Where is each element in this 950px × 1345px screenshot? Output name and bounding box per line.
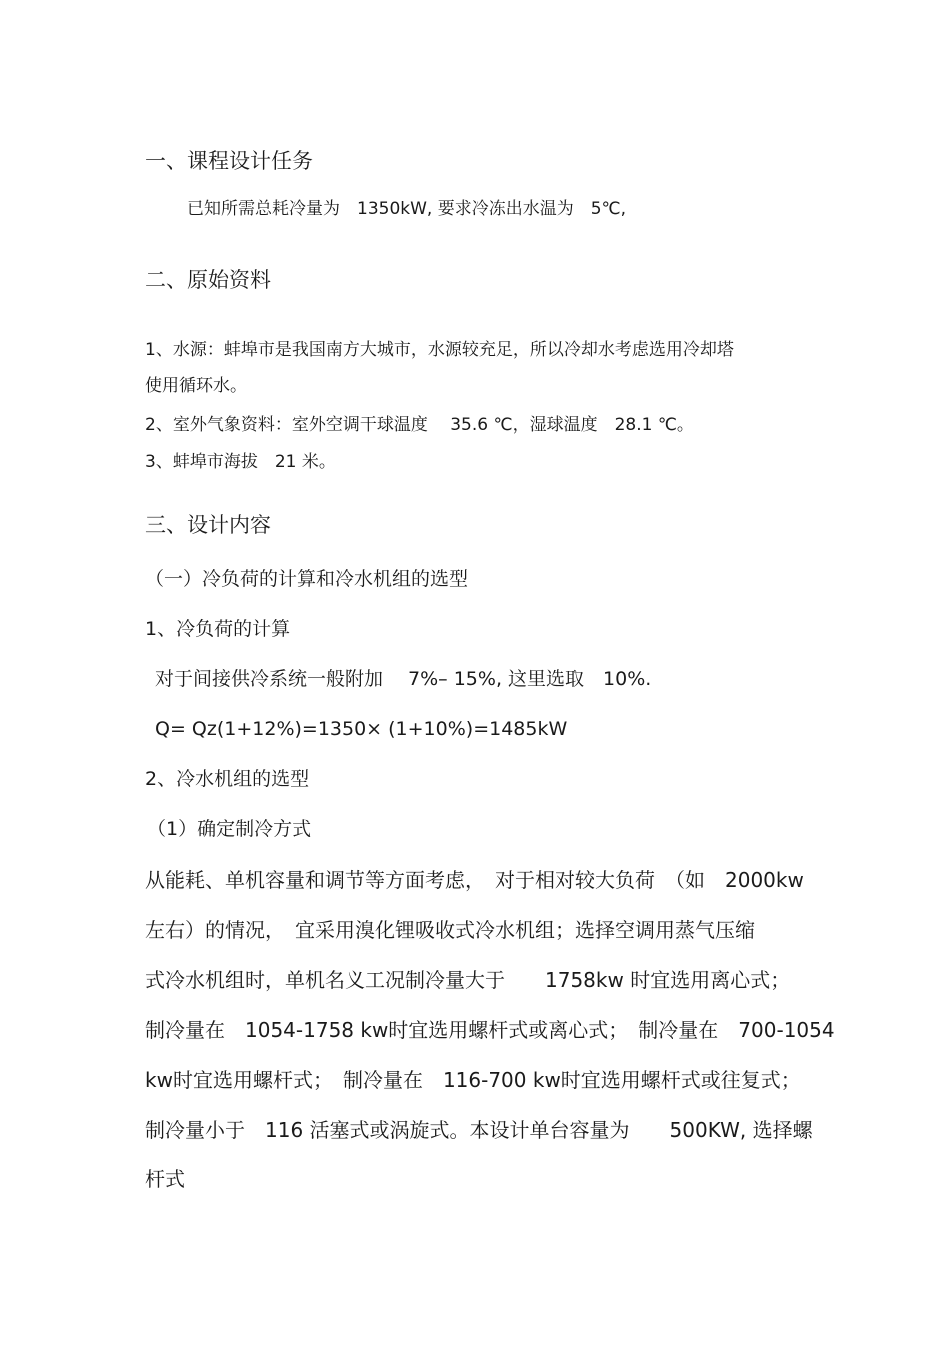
section-2-item-3: 3、蚌埠市海拔 21 米。 xyxy=(145,452,336,472)
section-3-heading: 三、设计内容 xyxy=(145,513,271,537)
section-2-item-1-line-1: 1、水源：蚌埠市是我国南方大城市，水源较充足，所以冷却水考虑选用冷却塔 xyxy=(145,340,734,360)
section-2-heading: 二、原始资料 xyxy=(145,268,271,292)
load-formula: Q= Qz(1+12%)=1350× (1+10%)=1485kW xyxy=(155,718,568,740)
paragraph-line: 制冷量在 1054-1758 kw时宜选用螺杆式或离心式； 制冷量在 700-1054 xyxy=(145,1018,835,1042)
section-3-item-2-title: 2、冷水机组的选型 xyxy=(145,768,310,790)
section-2-item-1-line-2: 使用循环水。 xyxy=(145,376,247,396)
section-3-item-2-subheading: （1）确定制冷方式 xyxy=(147,818,312,840)
paragraph-line: 式冷水机组时，单机名义工况制冷量大于 1758kw 时宜选用离心式； xyxy=(145,968,791,992)
paragraph-line: 从能耗、单机容量和调节等方面考虑， 对于相对较大负荷 （如 2000kw xyxy=(145,868,804,892)
paragraph-line: kw时宜选用螺杆式； 制冷量在 116-700 kw时宜选用螺杆式或往复式； xyxy=(145,1068,801,1092)
paragraph-line: 左右）的情况， 宜采用溴化锂吸收式冷水机组；选择空调用蒸气压缩 xyxy=(145,918,755,942)
paragraph-line: 杆式 xyxy=(145,1167,185,1191)
section-3-subheading-1: （一）冷负荷的计算和冷水机组的选型 xyxy=(145,568,469,590)
section-1-heading: 一、课程设计任务 xyxy=(145,149,313,173)
section-3-item-1-text: 对于间接供冷系统一般附加 7%– 15%, 这里选取 10%. xyxy=(155,668,652,690)
section-3-item-1-title: 1、冷负荷的计算 xyxy=(145,618,291,640)
section-1-text: 已知所需总耗冷量为 1350kW, 要求冷冻出水温为 5℃, xyxy=(187,199,627,219)
paragraph-line: 制冷量小于 116 活塞式或涡旋式。本设计单台容量为 500KW, 选择螺 xyxy=(145,1118,813,1142)
section-2-item-2: 2、室外气象资料：室外空调干球温度 35.6 ℃，湿球温度 28.1 ℃。 xyxy=(145,415,694,435)
